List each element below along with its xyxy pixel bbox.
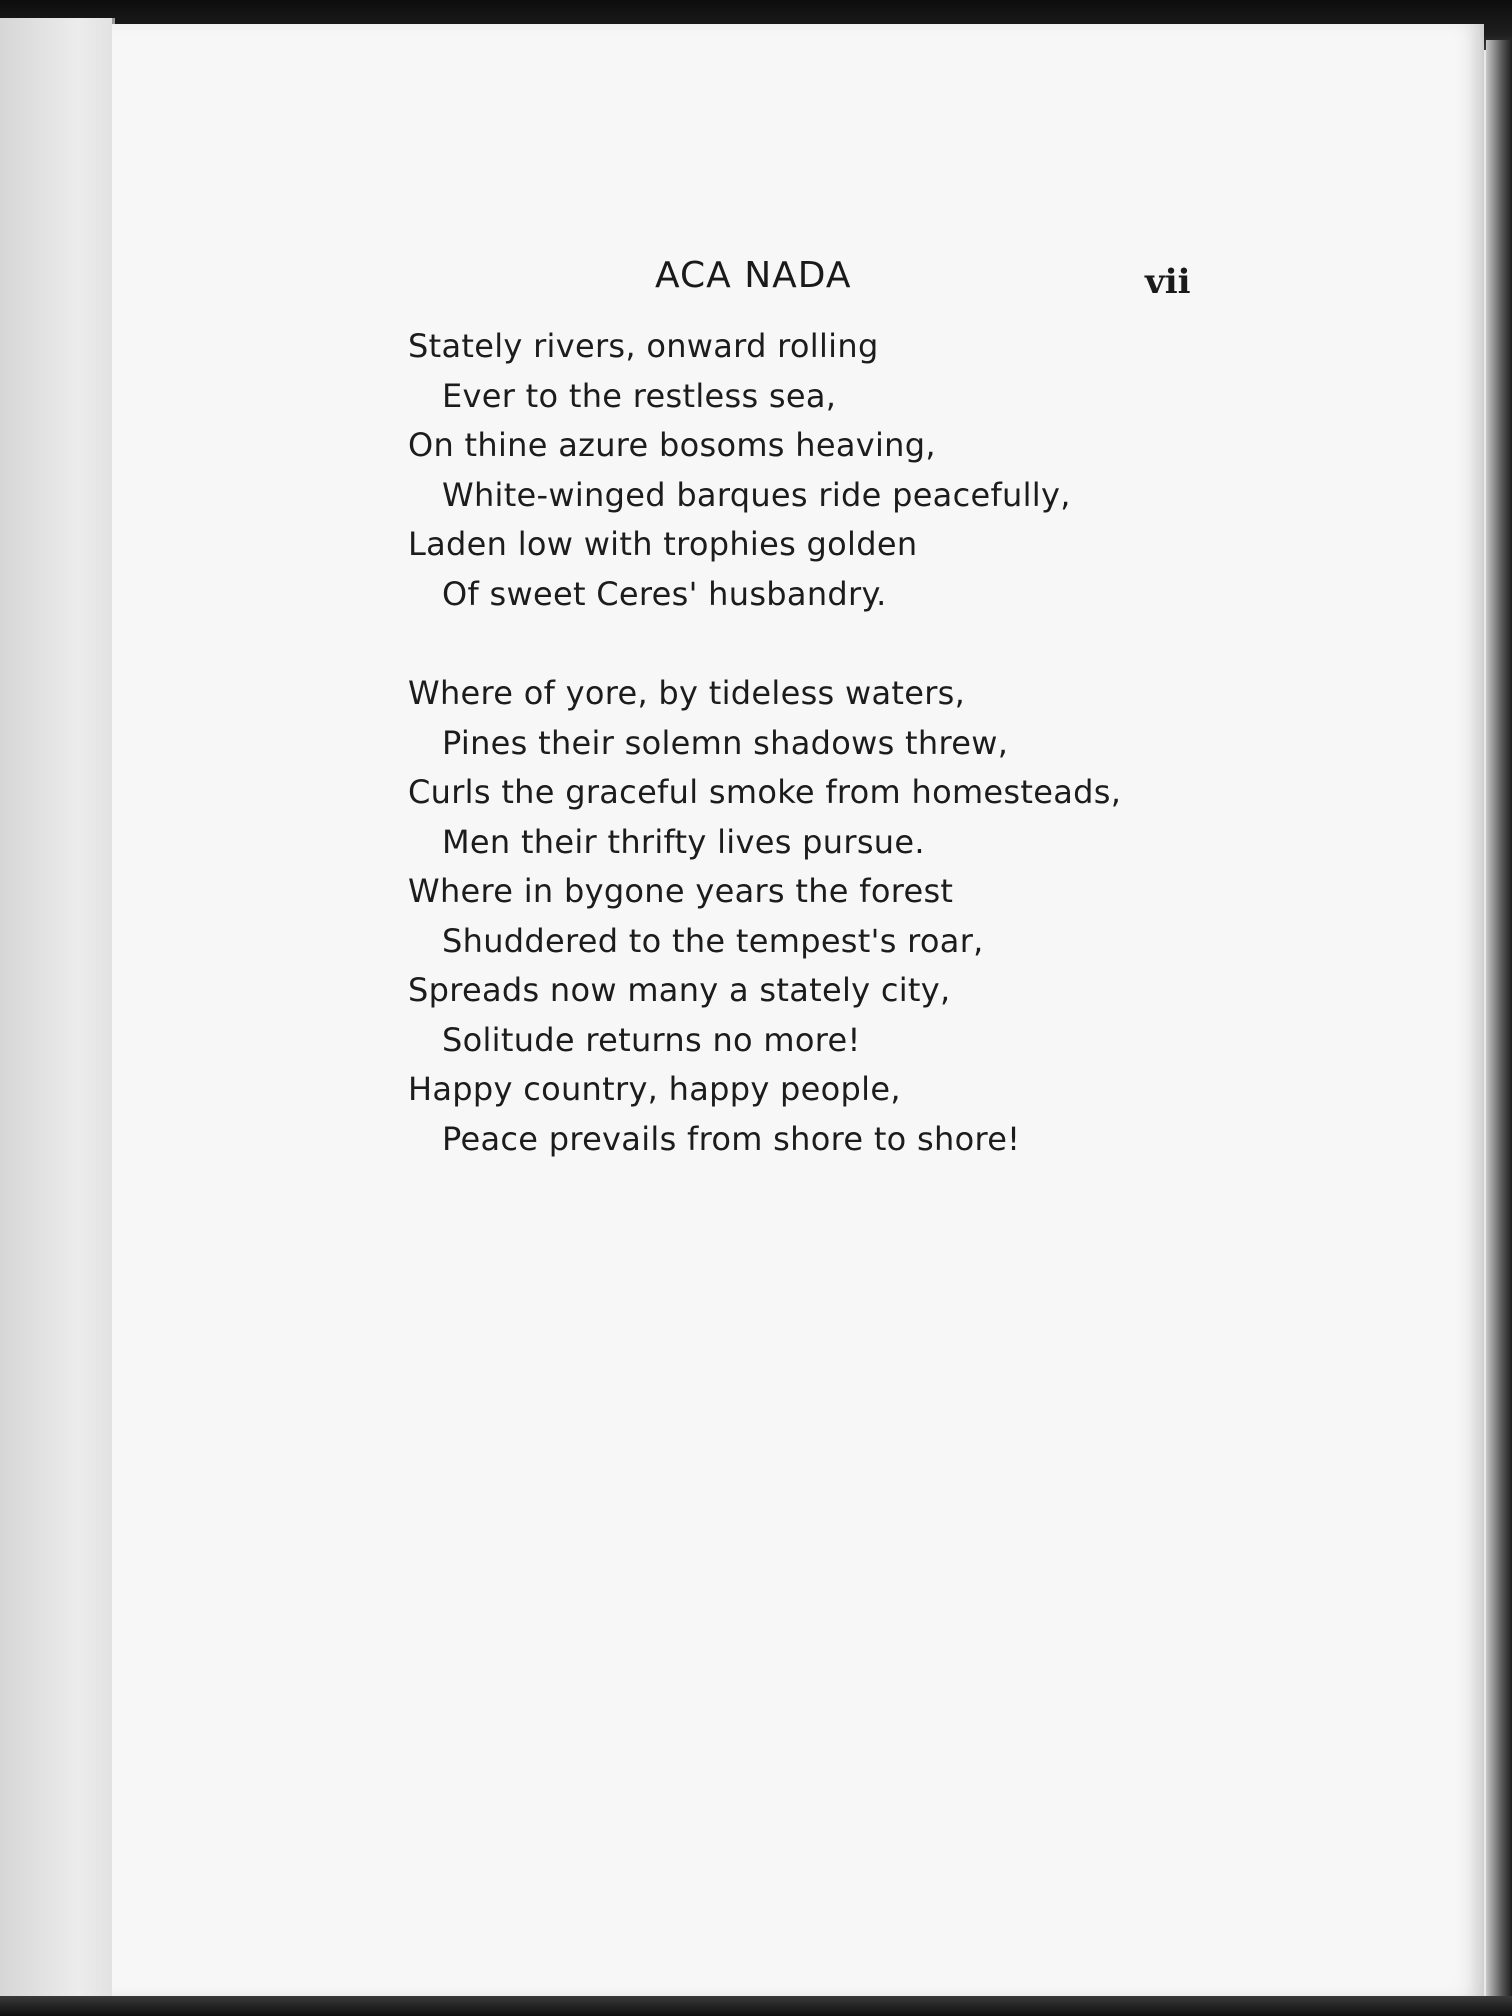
poem-line: Happy country, happy people, [408, 1070, 901, 1108]
poem-line: Ever to the restless sea, [442, 376, 837, 415]
poem-line: Spreads now many a stately city, [408, 971, 951, 1009]
poem-line: Laden low with trophies golden [408, 525, 918, 563]
poem-line: Shuddered to the tempest's roar, [442, 921, 984, 960]
poem-line: Solitude returns no more! [442, 1020, 861, 1059]
poem-line: On thine azure bosoms heaving, [408, 426, 936, 464]
stanza-1 [408, 322, 1408, 619]
book-fore-edge [1486, 40, 1512, 2016]
poem-line: Of sweet Ceres' husbandry. [442, 574, 887, 613]
poem [408, 322, 1408, 1214]
poem-line: Where of yore, by tideless waters, [408, 674, 966, 712]
poem-line: Where in bygone years the forest [408, 872, 954, 910]
book-bottom-edge [0, 1996, 1512, 2016]
poem-line: Pines their solemn shadows threw, [442, 723, 1009, 762]
stanza-2 [408, 669, 1408, 1164]
poem-line: Men their thrifty lives pursue. [442, 822, 925, 861]
facing-page-edge [0, 18, 115, 1998]
poem-line: White-winged barques ride peacefully, [442, 475, 1071, 514]
page-number: vii [1145, 262, 1191, 302]
poem-line: Stately rivers, onward rolling [408, 327, 879, 365]
poem-line: Curls the graceful smoke from homesteads, [408, 773, 1122, 811]
running-title: ACA NADA [655, 255, 852, 296]
poem-line: Peace prevails from shore to shore! [442, 1119, 1021, 1158]
